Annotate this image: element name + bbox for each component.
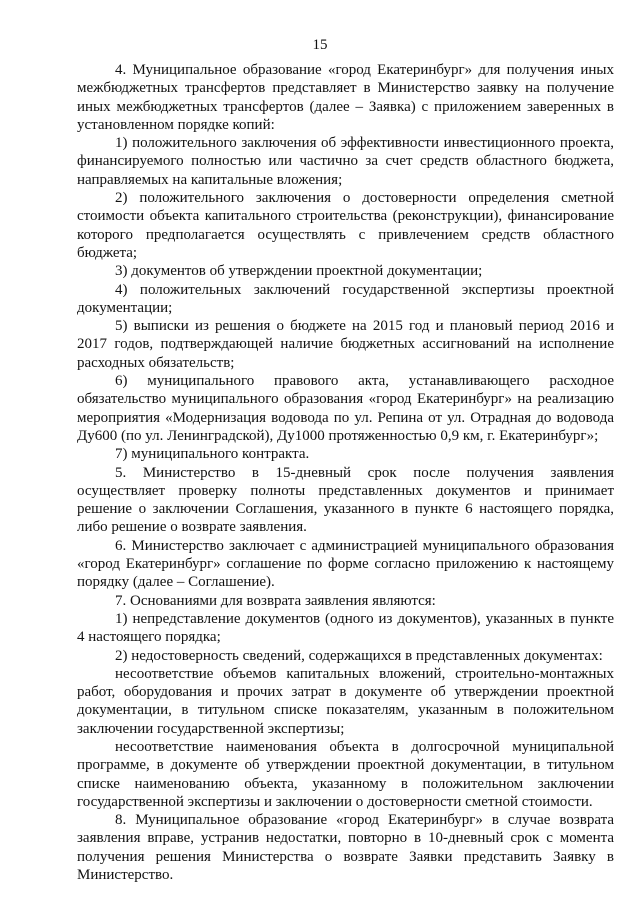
- list-item-2-estimate-conclusion: 2) положительного заключения о достоверности определения сметной стоимости объекта капитального строительства (реконструкции), финансирование которого предполагается осуществлять с привлечением средств областного бюджета;: [77, 190, 614, 261]
- paragraph-4-application: 4. Муниципальное образование «город Екатеринбург» для получения иных межбюджетных трансфертов представляет в Министерство заявку на получение иных межбюджетных трансфертов (далее – Заявка) с приложением заверенных в установленном порядке копий:: [77, 62, 614, 133]
- list-item-7-municipal-contract: 7) муниципального контракта.: [115, 446, 310, 463]
- paragraph-6-agreement: 6. Министерство заключает с администрацией муниципального образования «город Екатеринбург» соглашение по форме согласно приложению к настоящему порядку (далее – Соглашение).: [77, 537, 614, 591]
- return-ground-2-volume-mismatch: несоответствие объемов капитальных вложений, строительно-монтажных работ, оборудования и прочих затрат в документе об утверждении проектной документации, в титульном списке показателям, указанным в положительном заключении государственной экспертизы;: [77, 665, 614, 737]
- return-ground-2: 2) недостоверность сведений, содержащихся в представленных документах:: [115, 647, 603, 664]
- return-ground-1: 1) непредставление документов (одного из документов), указанных в пункте 4 настоящего порядка;: [77, 610, 614, 646]
- paragraph-5-review: 5. Министерство в 15-дневный срок после получения заявления осуществляет проверку полноты представленных документов и принимает решение о заключении Соглашения, указанного в пункте 6 настоящего порядка, либо решение о возврате заявления.: [77, 464, 614, 536]
- page-number: 15: [312, 37, 328, 53]
- list-item-4-state-expertise: 4) положительных заключений государственной экспертизы проектной документации;: [77, 281, 614, 316]
- list-item-3-project-approval: 3) документов об утверждении проектной документации;: [115, 263, 483, 280]
- return-ground-2-name-mismatch: несоответствие наименования объекта в долгосрочной муниципальной программе, в документе об утверждении проектной документации, в титульном списке наименованию объекта, указанному в положительном заключении государственной экспертизы и заключении о достоверности сметной стоимости.: [77, 738, 614, 810]
- list-item-6-municipal-act: 6) муниципального правового акта, устанавливающего расходное обязательство муниципального образования «город Екатеринбург» на реализацию мероприятия «Модернизация водовода по ул. Репина от ул. Отрадная до водовода Ду600 (по ул. Ленинградской), Ду1000 протяженностью 0,9 км, г. Екатеринбург»;: [77, 373, 614, 444]
- document-body: [77, 61, 614, 884]
- list-item-1-efficiency-conclusion: 1) положительного заключения об эффективности инвестиционного проекта, финансируемого полностью или частично за счет средств областного бюджета, направляемых на капитальные вложения;: [77, 135, 614, 188]
- paragraph-8-resubmission: 8. Муниципальное образование «город Екатеринбург» в случае возврата заявления вправе, устранив недостатки, повторно в 10-дневный срок с момента получения решения Министерства о возврате Заявки представить Заявку в Министерство.: [77, 812, 614, 884]
- paragraph-7-return-grounds: 7. Основаниями для возврата заявления являются:: [115, 592, 436, 609]
- list-item-5-budget-extract: 5) выписки из решения о бюджете на 2015 год и плановый период 2016 и 2017 годов, подтверждающей наличие бюджетных ассигнований на исполнение расходных обязательств;: [77, 318, 614, 371]
